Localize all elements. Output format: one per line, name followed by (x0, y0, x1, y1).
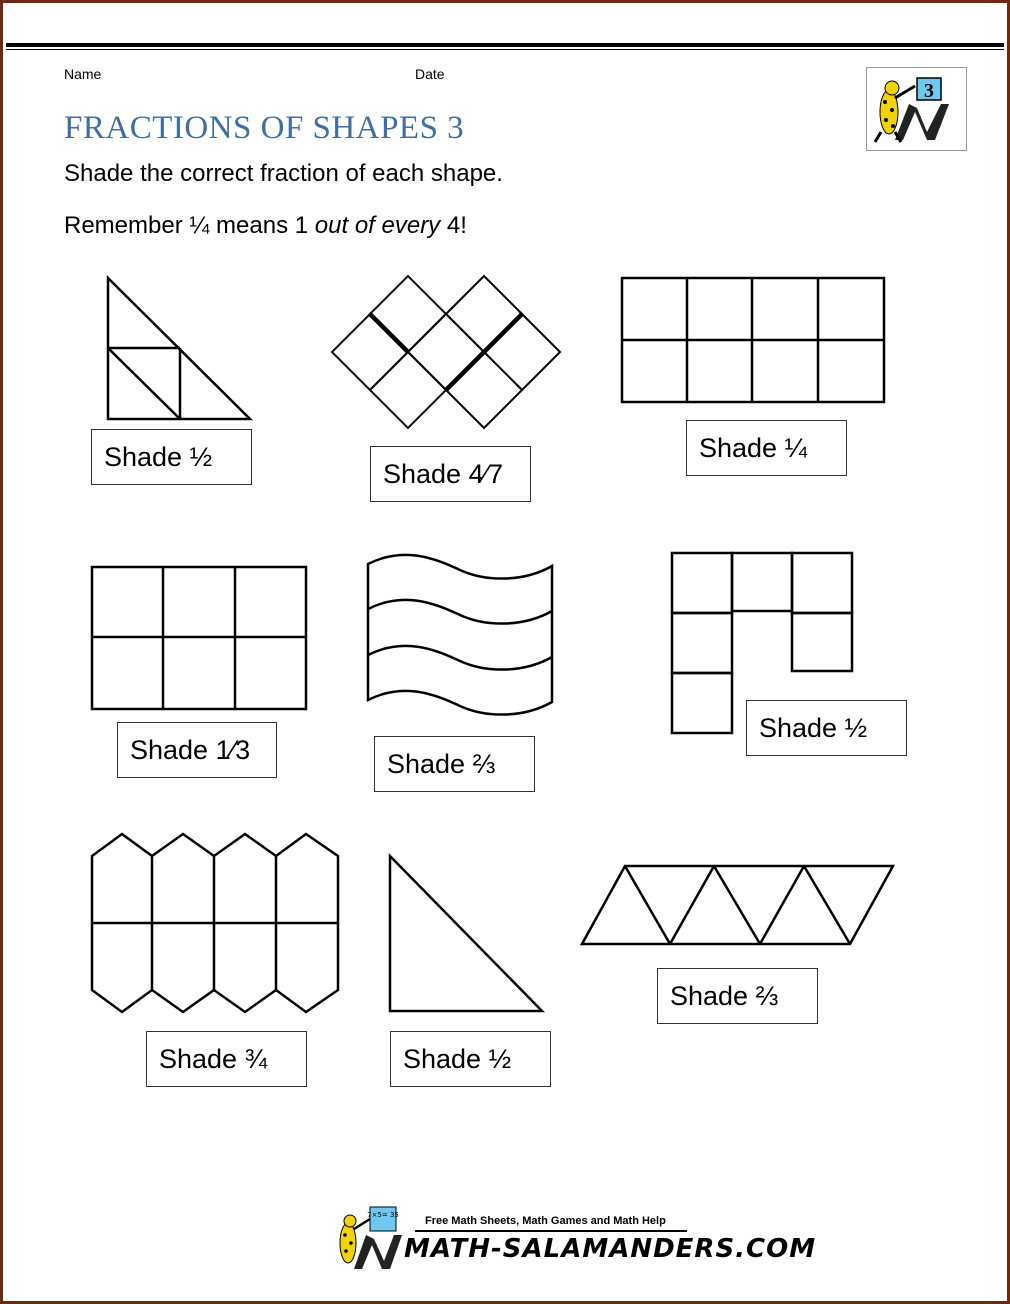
header-rule (6, 43, 1004, 47)
wavy-flag-shape[interactable] (364, 552, 556, 724)
shade-label-rectangle-6: Shade 1⁄3 (117, 722, 277, 778)
salamander-logo-icon (867, 68, 966, 150)
shade-label-hexagon-columns: Shade ¾ (146, 1031, 307, 1087)
reminder-text-emphasis: out of every (314, 212, 441, 239)
triangle-strip-shape[interactable] (578, 862, 898, 948)
reminder-text-end: 4! (440, 212, 467, 239)
footer-rule (415, 1230, 687, 1232)
shade-label-split-triangle: Shade ½ (91, 429, 252, 485)
footer-salamander-icon (330, 1205, 410, 1275)
logo-number: 3 (924, 80, 934, 102)
shade-label-step-grid: Shade ½ (746, 700, 907, 756)
shade-label-rectangle-8: Shade ¼ (686, 420, 847, 476)
date-label: Date (415, 66, 445, 82)
hexagon-columns-shape[interactable] (88, 832, 344, 1016)
salamander-logo (866, 67, 967, 151)
header-rule-thin (6, 49, 1004, 50)
split-triangle-shape[interactable] (100, 270, 260, 430)
shade-label-diamond-squares: Shade 4⁄7 (370, 446, 531, 502)
name-label: Name (64, 66, 102, 82)
footer-site-name[interactable]: MATH-SALAMANDERS.COM (404, 1234, 817, 1264)
page-title: FRACTIONS OF SHAPES 3 (64, 110, 465, 146)
footer-logo-sign: 7×5= 35 (367, 1211, 399, 1219)
shade-label-triangle-strip: Shade ⅔ (657, 968, 818, 1024)
rectangle-6-shape[interactable] (90, 565, 308, 711)
footer-tagline: Free Math Sheets, Math Games and Math Help (425, 1215, 666, 1227)
reminder-text (64, 212, 467, 240)
reminder-text-start: Remember ¼ means 1 (64, 212, 315, 239)
shade-label-right-triangle: Shade ½ (390, 1031, 551, 1087)
right-triangle-shape[interactable] (386, 852, 548, 1016)
diamond-squares-shape[interactable] (330, 276, 565, 431)
shade-label-wavy-flag: Shade ⅔ (374, 736, 535, 792)
rectangle-8-shape[interactable] (620, 276, 886, 404)
instruction-text: Shade the correct fraction of each shape. (64, 160, 503, 187)
